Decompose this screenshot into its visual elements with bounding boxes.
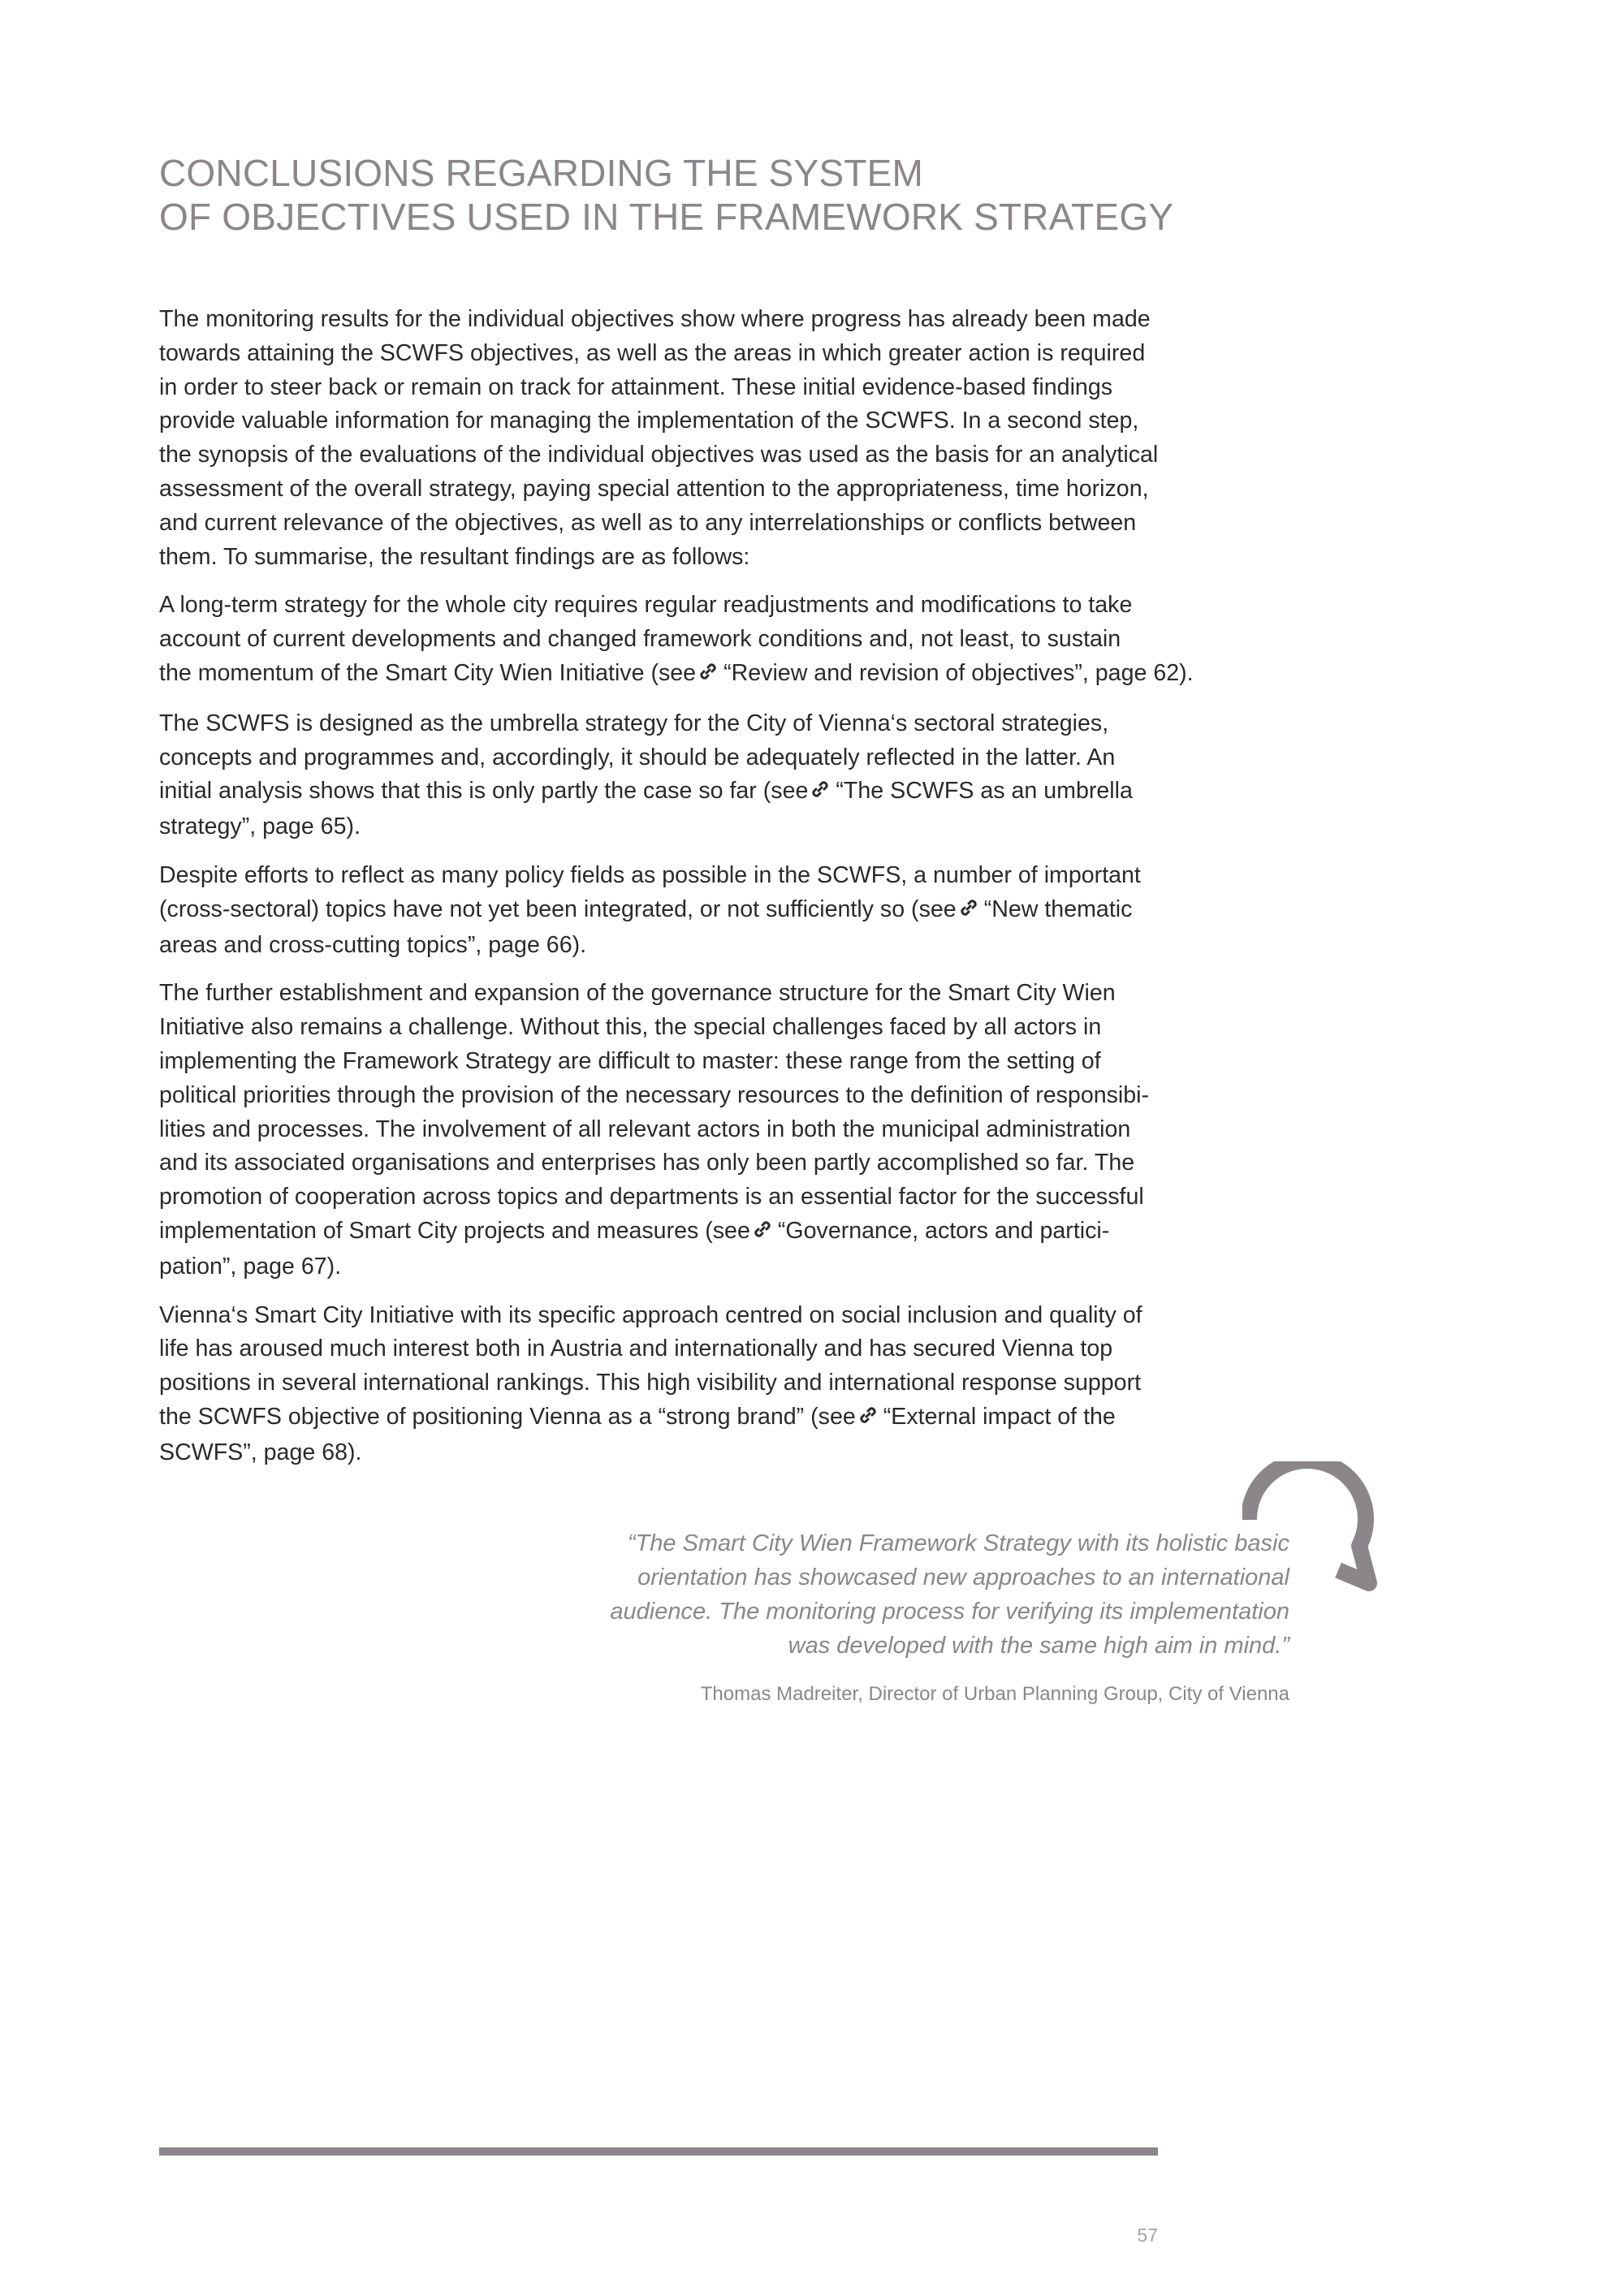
- text-line: political priorities through the provision of the necessary resources to the definition of responsibi-: [159, 1081, 1150, 1108]
- cross-reference-link[interactable]: “New thematic: [983, 896, 1133, 922]
- text-fragment: implementation of Smart City projects and measures (see: [159, 1217, 750, 1244]
- text-line: the synopsis of the evaluations of the individual objectives was used as the basis for an analytical: [159, 442, 1159, 468]
- quote-line: audience. The monitoring process for verifying its implementation: [610, 1599, 1289, 1625]
- text-line: promotion of cooperation across topics and departments is an essential factor for the successful: [159, 1184, 1144, 1211]
- quote-text: [520, 1526, 1289, 1663]
- link-icon[interactable]: [752, 1216, 773, 1250]
- text-line: areas and cross-cutting topics”, page 66).: [159, 931, 587, 958]
- text-line: towards attaining the SCWFS objectives, as well as the areas in which greater action is required: [159, 339, 1146, 366]
- text-line: The further establishment and expansion of the governance structure for the Smart City Wien: [159, 980, 1116, 1007]
- footer-divider: [159, 2147, 1158, 2156]
- text-line: SCWFS”, page 68).: [159, 1439, 362, 1465]
- text-line: concepts and programmes and, accordingly, it should be adequately reflected in the latter. An: [159, 744, 1116, 770]
- link-icon[interactable]: [810, 776, 831, 810]
- paragraph-long-term-strategy: [159, 589, 1194, 692]
- text-line: and its associated organisations and enterprises has only been partly accomplished so far. The: [159, 1150, 1135, 1176]
- text-line: The monitoring results for the individual objectives show where progress has already been made: [159, 306, 1151, 332]
- text-fragment: initial analysis shows that this is only partly the case so far (see: [159, 778, 809, 805]
- heading-line-2: OF OBJECTIVES USED IN THE FRAMEWORK STRATEGY: [159, 196, 1174, 238]
- cross-reference-link[interactable]: “The SCWFS as an umbrella: [836, 778, 1133, 805]
- text-line: and current relevance of the objectives, as well as to any interrelationships or conflicts between: [159, 509, 1137, 536]
- text-line: The SCWFS is designed as the umbrella strategy for the City of Vienna‘s sectoral strategies,: [159, 710, 1109, 736]
- text-line: Vienna‘s Smart City Initiative with its specific approach centred on social inclusion and quality of: [159, 1301, 1142, 1328]
- link-icon[interactable]: [958, 895, 979, 929]
- pull-quote: [520, 1526, 1289, 1707]
- text-fragment: the SCWFS objective of positioning Vienna as a “strong brand” (see: [159, 1403, 856, 1430]
- text-fragment: the momentum of the Smart City Wien Initiative (see: [159, 659, 697, 686]
- heading-line-1: CONCLUSIONS REGARDING THE SYSTEM: [159, 152, 924, 194]
- body-text: [159, 303, 1194, 1485]
- text-line: lities and processes. The involvement of all relevant actors in both the municipal administration: [159, 1116, 1131, 1142]
- quote-line: was developed with the same high aim in mind.”: [788, 1633, 1289, 1659]
- text-line: life has aroused much interest both in Austria and internationally and has secured Vienna top: [159, 1336, 1113, 1362]
- link-icon[interactable]: [857, 1402, 879, 1436]
- section-heading: [159, 151, 1215, 239]
- text-line: them. To summarise, the resultant findings are as follows:: [159, 543, 750, 570]
- text-line: [159, 893, 1166, 929]
- page-number: 57: [1137, 2225, 1158, 2246]
- cross-reference-link[interactable]: “External impact of the: [883, 1403, 1116, 1430]
- paragraph-international-impact: [159, 1299, 1166, 1470]
- quote-line: orientation has showcased new approaches to an international: [637, 1564, 1289, 1590]
- paragraph-governance: [159, 977, 1166, 1284]
- text-line: assessment of the overall strategy, paying special attention to the appropriateness, time horizon,: [159, 475, 1149, 502]
- cross-reference-link[interactable]: “Review and revision of objectives”, page 62).: [723, 659, 1194, 686]
- text-line: Despite efforts to reflect as many policy fields as possible in the SCWFS, a number of important: [159, 861, 1141, 888]
- text-line: [159, 657, 1194, 693]
- paragraph-intro: [159, 303, 1166, 574]
- text-fragment: (cross-sectoral) topics have not yet been integrated, or not sufficiently so (see: [159, 896, 957, 922]
- text-line: strategy”, page 65).: [159, 814, 361, 840]
- text-line: account of current developments and changed framework conditions and, not least, to sustain: [159, 626, 1121, 653]
- quote-attribution: Thomas Madreiter, Director of Urban Planning Group, City of Vienna: [700, 1683, 1289, 1705]
- paragraph-policy-fields: [159, 859, 1166, 962]
- text-line: A long-term strategy for the whole city requires regular readjustments and modifications to take: [159, 592, 1133, 619]
- text-line: implementing the Framework Strategy are difficult to master: these range from the setting of: [159, 1047, 1101, 1074]
- text-line: Initiative also remains a challenge. Without this, the special challenges faced by all actors in: [159, 1014, 1102, 1041]
- cross-reference-link[interactable]: “Governance, actors and partici-: [777, 1217, 1110, 1244]
- link-icon[interactable]: [698, 658, 719, 693]
- paragraph-umbrella-strategy: [159, 707, 1166, 844]
- quote-line: “The Smart City Wien Framework Strategy with its holistic basic: [627, 1530, 1289, 1556]
- text-line: [159, 1400, 1166, 1436]
- text-line: in order to steer back or remain on track for attainment. These initial evidence-based findings: [159, 373, 1113, 400]
- text-line: [159, 775, 1166, 810]
- text-line: pation”, page 67).: [159, 1253, 342, 1280]
- text-line: [159, 1215, 1166, 1250]
- text-line: provide valuable information for managing the implementation of the SCWFS. In a second step,: [159, 408, 1139, 434]
- text-line: positions in several international rankings. This high visibility and international response support: [159, 1370, 1142, 1396]
